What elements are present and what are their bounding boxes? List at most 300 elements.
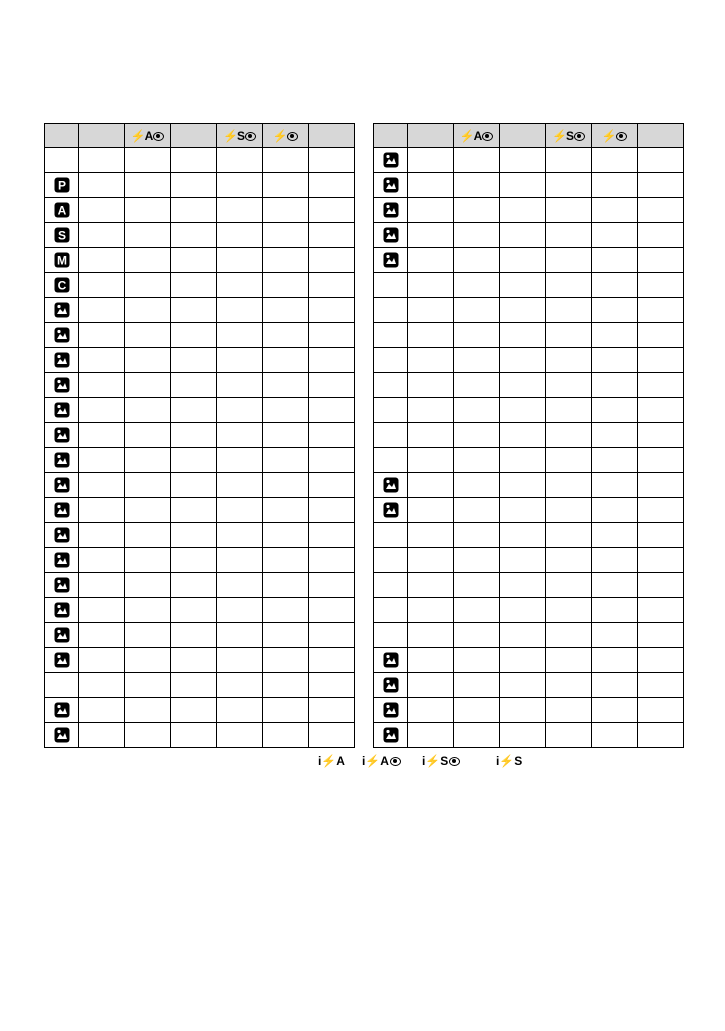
- mode-icon-cell: [374, 623, 408, 648]
- flash-on-redeye-icon: [592, 124, 638, 148]
- table-cell: [500, 173, 546, 198]
- header-row: [374, 124, 684, 148]
- table-cell: [408, 623, 454, 648]
- action-scene-icon: [54, 577, 70, 593]
- table-cell: [217, 423, 263, 448]
- table-cell: [546, 548, 592, 573]
- mode-icon-cell: [45, 198, 79, 223]
- table-cell: [171, 198, 217, 223]
- table-cell: [638, 648, 684, 673]
- table-cell: [171, 373, 217, 398]
- baby-scene-icon: [54, 602, 70, 618]
- table-cell: [638, 548, 684, 573]
- left-table-row: [45, 448, 355, 473]
- table-cell: [309, 673, 355, 698]
- mode-icon-cell: [45, 373, 79, 398]
- right-table-row: [374, 548, 684, 573]
- table-cell: [546, 498, 592, 523]
- right-table-row: [374, 723, 684, 748]
- table-cell: [408, 248, 454, 273]
- mode-icon-cell: [45, 173, 79, 198]
- table-cell: [125, 298, 171, 323]
- table-cell: [79, 698, 125, 723]
- table-cell: [79, 673, 125, 698]
- table-cell: [638, 598, 684, 623]
- table-cell: [592, 598, 638, 623]
- mode-icon-cell: [374, 323, 408, 348]
- flash-auto-redeye-icon: [454, 124, 500, 148]
- table-cell: [454, 173, 500, 198]
- table-cell: [408, 223, 454, 248]
- table-cell: [309, 648, 355, 673]
- table-cell: [454, 148, 500, 173]
- right-table-row: [374, 223, 684, 248]
- table-cell: [263, 148, 309, 173]
- table-cell: [309, 573, 355, 598]
- mode-icon-cell: [374, 648, 408, 673]
- table-cell: [125, 523, 171, 548]
- table-cell: [638, 298, 684, 323]
- table-cell: [500, 248, 546, 273]
- left-table-row: [45, 148, 355, 173]
- table-cell: [592, 148, 638, 173]
- mode-icon-cell: [45, 523, 79, 548]
- night-snapshot-icon: [383, 227, 399, 243]
- table-cell: [263, 398, 309, 423]
- table-cell: [309, 223, 355, 248]
- left-table-row: [45, 298, 355, 323]
- scenery-scene-icon: [54, 452, 70, 468]
- left-table-row: [45, 573, 355, 598]
- table-cell: [217, 173, 263, 198]
- table-cell: [263, 723, 309, 748]
- table-cell: [263, 223, 309, 248]
- table-cell: [263, 323, 309, 348]
- table-cell: [500, 373, 546, 398]
- right-table-row: [374, 573, 684, 598]
- table-cell: [171, 323, 217, 348]
- table-cell: [125, 448, 171, 473]
- mode-icon-cell: [374, 548, 408, 573]
- table-cell: [500, 598, 546, 623]
- table-cell: [263, 498, 309, 523]
- custom-mode-icon: [54, 277, 70, 293]
- right-table-row: [374, 373, 684, 398]
- left-table-row: [45, 623, 355, 648]
- table-cell: [454, 598, 500, 623]
- flash-slow-redeye-icon: [546, 124, 592, 148]
- right-table-row: [374, 398, 684, 423]
- sunset-scene-icon: [54, 652, 70, 668]
- right-table-row: [374, 598, 684, 623]
- table-cell: [454, 373, 500, 398]
- mode-icon-cell: [374, 273, 408, 298]
- table-cell: [309, 698, 355, 723]
- table-cell: [125, 198, 171, 223]
- night-scenery-icon: [383, 177, 399, 193]
- night-portrait-icon: [383, 152, 399, 168]
- table-cell: [125, 698, 171, 723]
- mode-icon-cell: [374, 698, 408, 723]
- table-cell: [500, 198, 546, 223]
- table-cell: [309, 523, 355, 548]
- table-cell: [217, 373, 263, 398]
- table-cell: [454, 573, 500, 598]
- mode-icon-cell: [45, 548, 79, 573]
- table-cell: [263, 623, 309, 648]
- table-cell: [546, 698, 592, 723]
- table-cell: [408, 598, 454, 623]
- architecture-scene-icon: [54, 502, 70, 518]
- table-cell: [638, 273, 684, 298]
- table-cell: [500, 573, 546, 598]
- self-portrait-scene-icon: [54, 402, 70, 418]
- table-cell: [638, 723, 684, 748]
- table-cell: [263, 248, 309, 273]
- table-cell: [408, 198, 454, 223]
- table-cell: [171, 223, 217, 248]
- table-cell: [79, 148, 125, 173]
- left-table-row: [45, 323, 355, 348]
- table-cell: [408, 723, 454, 748]
- table-cell: [263, 648, 309, 673]
- intelligent-flash-slow-icon: i⚡S: [496, 754, 523, 768]
- table-cell: [217, 723, 263, 748]
- table-cell: [408, 298, 454, 323]
- table-cell: [309, 148, 355, 173]
- table-cell: [171, 698, 217, 723]
- table-cell: [454, 648, 500, 673]
- flash-on-redeye-icon: ⚡: [273, 129, 299, 143]
- table-cell: [638, 448, 684, 473]
- flash-slow-redeye-icon: [217, 124, 263, 148]
- table-cell: [408, 423, 454, 448]
- table-cell: [309, 423, 355, 448]
- table-cell: [546, 323, 592, 348]
- table-cell: [171, 273, 217, 298]
- table-cell: [171, 248, 217, 273]
- table-cell: [408, 348, 454, 373]
- table-cell: [500, 623, 546, 648]
- table-cell: [592, 573, 638, 598]
- table-cell: [79, 173, 125, 198]
- table-cell: [171, 623, 217, 648]
- table-cell: [454, 198, 500, 223]
- table-cell: [263, 698, 309, 723]
- mode-icon-cell: [374, 398, 408, 423]
- table-cell: [263, 348, 309, 373]
- starry-sky-icon: [383, 202, 399, 218]
- table-cell: [125, 673, 171, 698]
- table-cell: [79, 623, 125, 648]
- right-table-row: [374, 448, 684, 473]
- mode-icon-cell: [374, 448, 408, 473]
- table-cell: [309, 548, 355, 573]
- table-cell: [171, 723, 217, 748]
- table-cell: [309, 348, 355, 373]
- clipboard-mode-icon: [54, 302, 70, 318]
- table-cell: [454, 398, 500, 423]
- table-cell: [638, 523, 684, 548]
- table-cell: [171, 173, 217, 198]
- table-cell: [171, 598, 217, 623]
- table-cell: [263, 273, 309, 298]
- table-cell: [79, 323, 125, 348]
- mode-icon-cell: [45, 273, 79, 298]
- table-cell: [638, 498, 684, 523]
- snow-scene-icon: [383, 677, 399, 693]
- table-cell: [79, 548, 125, 573]
- mode-icon-cell: [45, 648, 79, 673]
- left-table-row: [45, 273, 355, 298]
- mode-icon-cell: [45, 148, 79, 173]
- flash-on-redeye-icon: [263, 124, 309, 148]
- mode-icon-cell: [374, 173, 408, 198]
- table-cell: [500, 148, 546, 173]
- table-cell: [592, 698, 638, 723]
- table-cell: [79, 498, 125, 523]
- left-table-row: [45, 223, 355, 248]
- flash-auto-redeye-icon: ⚡A: [131, 129, 165, 143]
- left-table-body: [45, 148, 355, 748]
- table-cell: [408, 673, 454, 698]
- table-cell: [79, 273, 125, 298]
- mode-icon-cell: [45, 423, 79, 448]
- left-table-row: [45, 698, 355, 723]
- right-flash-table: [373, 123, 684, 748]
- table-cell: [592, 723, 638, 748]
- table-cell: [500, 698, 546, 723]
- table-cell: [309, 323, 355, 348]
- food-scene-icon: [54, 702, 70, 718]
- table-cell: [546, 673, 592, 698]
- table-cell: [592, 473, 638, 498]
- left-table-row: [45, 498, 355, 523]
- table-cell: [500, 298, 546, 323]
- table-cell: [592, 673, 638, 698]
- pet-scenery-icon: [54, 627, 70, 643]
- mode-icon-cell: [45, 348, 79, 373]
- mode-icon-cell: [374, 298, 408, 323]
- sports-scene-icon: [54, 552, 70, 568]
- table-cell: [592, 348, 638, 373]
- table-cell: [263, 298, 309, 323]
- table-cell: [546, 573, 592, 598]
- table-cell: [546, 348, 592, 373]
- table-cell: [638, 698, 684, 723]
- table-cell: [638, 573, 684, 598]
- beach-scene-icon: [383, 652, 399, 668]
- right-table-row: [374, 148, 684, 173]
- table-cell: [546, 173, 592, 198]
- table-cell: [408, 473, 454, 498]
- table-cell: [79, 423, 125, 448]
- mode-icon-cell: [374, 523, 408, 548]
- table-cell: [546, 398, 592, 423]
- mode-icon-cell: [374, 373, 408, 398]
- table-cell: [454, 273, 500, 298]
- program-mode-icon: [54, 177, 70, 193]
- table-cell: [79, 573, 125, 598]
- table-cell: [546, 198, 592, 223]
- table-cell: [638, 248, 684, 273]
- mode-icon-cell: [374, 673, 408, 698]
- mode-icon-cell: [374, 348, 408, 373]
- table-cell: [217, 648, 263, 673]
- table-cell: [408, 323, 454, 348]
- table-cell: [79, 473, 125, 498]
- table-cell: [79, 448, 125, 473]
- mode-icon-cell: [374, 723, 408, 748]
- table-cell: [638, 623, 684, 648]
- table-cell: [125, 273, 171, 298]
- table-cell: [592, 448, 638, 473]
- left-table-row: [45, 173, 355, 198]
- table-cell: [638, 148, 684, 173]
- table-cell: [500, 548, 546, 573]
- table-cell: [79, 723, 125, 748]
- table-cell: [217, 523, 263, 548]
- mode-icon-cell: [374, 498, 408, 523]
- intelligent-flash-slow-redeye-icon: i⚡S: [422, 754, 460, 768]
- right-table-row: [374, 248, 684, 273]
- mode-icon-cell: [374, 423, 408, 448]
- table-cell: [638, 198, 684, 223]
- mode-icon-cell: [45, 598, 79, 623]
- right-table-row: [374, 498, 684, 523]
- table-cell: [125, 423, 171, 448]
- table-cell: [546, 448, 592, 473]
- panorama-assist-icon: [54, 477, 70, 493]
- table-cell: [309, 448, 355, 473]
- table-cell: [125, 498, 171, 523]
- table-cell: [408, 273, 454, 298]
- right-table-row: [374, 698, 684, 723]
- table-cell: [638, 673, 684, 698]
- table-cell: [309, 373, 355, 398]
- mode-icon-cell: [45, 223, 79, 248]
- table-cell: [408, 498, 454, 523]
- svg-text:C: C: [57, 278, 66, 293]
- table-cell: [217, 273, 263, 298]
- table-cell: [309, 473, 355, 498]
- table-cell: [408, 698, 454, 723]
- mode-icon-cell: [45, 248, 79, 273]
- table-cell: [500, 473, 546, 498]
- flash-slow-redeye-icon: ⚡S: [552, 129, 585, 143]
- mode-icon-cell: [45, 673, 79, 698]
- svg-text:A: A: [57, 203, 66, 218]
- table-cell: [546, 298, 592, 323]
- table-cell: [454, 548, 500, 573]
- photo-frame-icon: [383, 252, 399, 268]
- table-cell: [500, 723, 546, 748]
- table-cell: [592, 523, 638, 548]
- right-table-row: [374, 648, 684, 673]
- mode-icon-cell: [374, 598, 408, 623]
- table-cell: [125, 223, 171, 248]
- table-cell: [546, 723, 592, 748]
- table-cell: [454, 523, 500, 548]
- table-cell: [217, 298, 263, 323]
- flash-on-redeye-icon: ⚡: [602, 129, 628, 143]
- table-cell: [217, 598, 263, 623]
- table-cell: [454, 323, 500, 348]
- right-table-row: [374, 273, 684, 298]
- table-cell: [79, 298, 125, 323]
- table-cell: [125, 723, 171, 748]
- table-cell: [500, 448, 546, 473]
- table-cell: [592, 223, 638, 248]
- table-cell: [638, 398, 684, 423]
- table-cell: [500, 398, 546, 423]
- table-cell: [500, 523, 546, 548]
- right-table-row: [374, 173, 684, 198]
- table-cell: [125, 623, 171, 648]
- right-table-row: [374, 523, 684, 548]
- right-table-row: [374, 348, 684, 373]
- table-cell: [171, 648, 217, 673]
- mode-icon-cell: [374, 473, 408, 498]
- table-cell: [125, 373, 171, 398]
- table-cell: [79, 248, 125, 273]
- table-cell: [500, 223, 546, 248]
- left-table-row: [45, 473, 355, 498]
- mode-icon-cell: [374, 148, 408, 173]
- table-cell: [217, 473, 263, 498]
- table-cell: [263, 573, 309, 598]
- table-cell: [309, 273, 355, 298]
- table-cell: [263, 523, 309, 548]
- table-cell: [638, 423, 684, 448]
- table-cell: [217, 248, 263, 273]
- table-cell: [263, 598, 309, 623]
- left-table-row: [45, 723, 355, 748]
- table-cell: [546, 523, 592, 548]
- table-cell: [79, 373, 125, 398]
- table-cell: [79, 223, 125, 248]
- table-cell: [125, 173, 171, 198]
- transform-scene-icon: [54, 377, 70, 393]
- table-cell: [125, 573, 171, 598]
- right-table-row: [374, 473, 684, 498]
- table-cell: [217, 573, 263, 598]
- pet-scene-icon: [383, 502, 399, 518]
- table-cell: [125, 598, 171, 623]
- table-cell: [171, 423, 217, 448]
- manual-mode-icon: [54, 252, 70, 268]
- left-table-row: [45, 248, 355, 273]
- table-cell: [638, 473, 684, 498]
- svg-text:M: M: [56, 253, 67, 268]
- right-table-row: [374, 623, 684, 648]
- table-cell: [263, 198, 309, 223]
- mode-icon-cell: [45, 448, 79, 473]
- header-cell: [374, 124, 408, 148]
- table-cell: [546, 623, 592, 648]
- table-cell: [125, 648, 171, 673]
- table-cell: [408, 173, 454, 198]
- table-cell: [171, 523, 217, 548]
- soft-skin-scene-icon: [54, 352, 70, 368]
- header-cell: [309, 124, 355, 148]
- table-cell: [217, 348, 263, 373]
- table-cell: [263, 423, 309, 448]
- table-cell: [454, 698, 500, 723]
- table-cell: [592, 648, 638, 673]
- table-cell: [454, 473, 500, 498]
- table-cell: [546, 473, 592, 498]
